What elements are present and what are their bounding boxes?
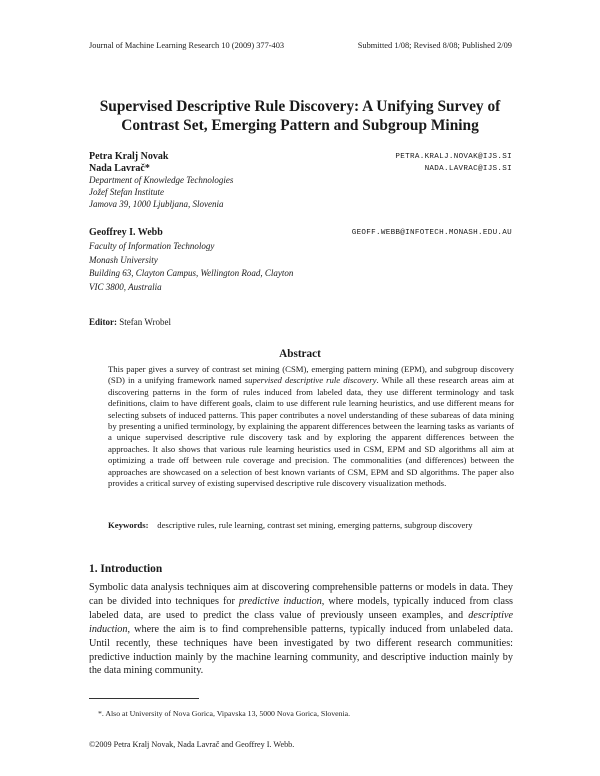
title-line-1: Supervised Descriptive Rule Discovery: A Unifying Survey of (99, 98, 501, 115)
author-name-1: Petra Kralj Novak (89, 151, 169, 162)
abstract-body (108, 364, 514, 489)
footnote: *. Also at University of Nova Gorica, Vipavska 13, 5000 Nova Gorica, Slovenia. (98, 709, 351, 718)
editor-label: Editor: (89, 317, 117, 327)
copyright: ©2009 Petra Kralj Novak, Nada Lavrač and Geoffrey I. Webb. (89, 740, 295, 749)
body-emphasis: predictive induction (238, 595, 322, 607)
body-emphasis: descriptive induction (89, 609, 513, 635)
author-name-3: Geoffrey I. Webb (89, 227, 163, 238)
affiliation-line: VIC 3800, Australia (89, 281, 162, 292)
author-email-3: GEOFF.WEBB@INFOTECH.MONASH.EDU.AU (351, 229, 512, 237)
abstract-heading: Abstract (279, 348, 321, 360)
abstract-text: . While all these research areas aim at discovering patterns in the form of rules induced from labeled data, they use different terminology and task definitions, claim to have different goals, claim to use different rule learning heuristics, and use different means for selecting subsets of induced patterns. This paper contributes a novel understanding of these subareas of data mining by presenting a unified terminology, by explaining the apparent differences between the learning tasks as variants of a unique supervised descriptive rule discovery task and by exploring the apparent differences between the approaches. It also shows that various rule learning heuristics used in CSM, EPM and SD algorithms all aim at optimizing a trade off between rule coverage and precision. The commonalities (and differences) between the approaches are showcased on a selection of best known variants of CSM, EPM and SD algorithms. The paper also provides a critical survey of existing supervised descriptive rule discovery visualization methods. (108, 375, 514, 489)
abstract-text: This paper gives a survey of contrast set mining (CSM), emerging pattern mining (EPM), and subgroup discovery (SD) in a unifying framework named (108, 364, 514, 386)
body-text: , where the aim is to find comprehensible patterns, typically induced from unlabeled data. Until recently, these techniques have been investigated by two different research communities: predictive induction mainly by the machine learning community, and descriptive induction mainly by the data mining community. (89, 623, 513, 677)
paper-title (0, 97, 600, 135)
affiliation-line: Department of Knowledge Technologies (89, 175, 234, 185)
affiliation-line: Building 63, Clayton Campus, Wellington Road, Clayton (89, 268, 294, 279)
body-text: , where models, typically induced from class labeled data, are used to predict the class value of previously unseen examples, and (89, 595, 513, 621)
submission-dates: Submitted 1/08; Revised 8/08; Published 2/09 (357, 41, 512, 50)
keywords-text: descriptive rules, rule learning, contrast set mining, emerging patterns, subgroup discovery (157, 520, 473, 530)
abstract-emphasis: supervised descriptive rule discovery (244, 375, 377, 386)
affiliation-line: Faculty of Information Technology (89, 241, 215, 251)
affiliation-line: Jožef Stefan Institute (89, 186, 164, 197)
affiliation-monash (89, 240, 293, 294)
journal-header: Journal of Machine Learning Research 10 (2009) 377-403 (89, 41, 285, 50)
body-text: Symbolic data analysis techniques aim at discovering comprehensible patterns or models in data. They can be divided into techniques for (89, 582, 513, 607)
editor-line (89, 317, 171, 327)
editor-name: Stefan Wrobel (119, 317, 171, 327)
title-line-2: Contrast Set, Emerging Pattern and Subgroup Mining (121, 117, 479, 134)
section-heading: 1. Introduction (89, 563, 163, 575)
author-email-2: NADA.LAVRAC@IJS.SI (424, 165, 512, 173)
keywords-label: Keywords: (108, 520, 149, 530)
affiliation-ijs (89, 175, 233, 210)
affiliation-line: Jamova 39, 1000 Ljubljana, Slovenia (89, 198, 224, 209)
keywords (108, 520, 514, 531)
author-email-1: PETRA.KRALJ.NOVAK@IJS.SI (395, 153, 512, 161)
author-name-2: Nada Lavrač* (89, 163, 150, 174)
section-body (89, 581, 513, 678)
footnote-rule (89, 698, 199, 699)
affiliation-line: Monash University (89, 254, 158, 265)
